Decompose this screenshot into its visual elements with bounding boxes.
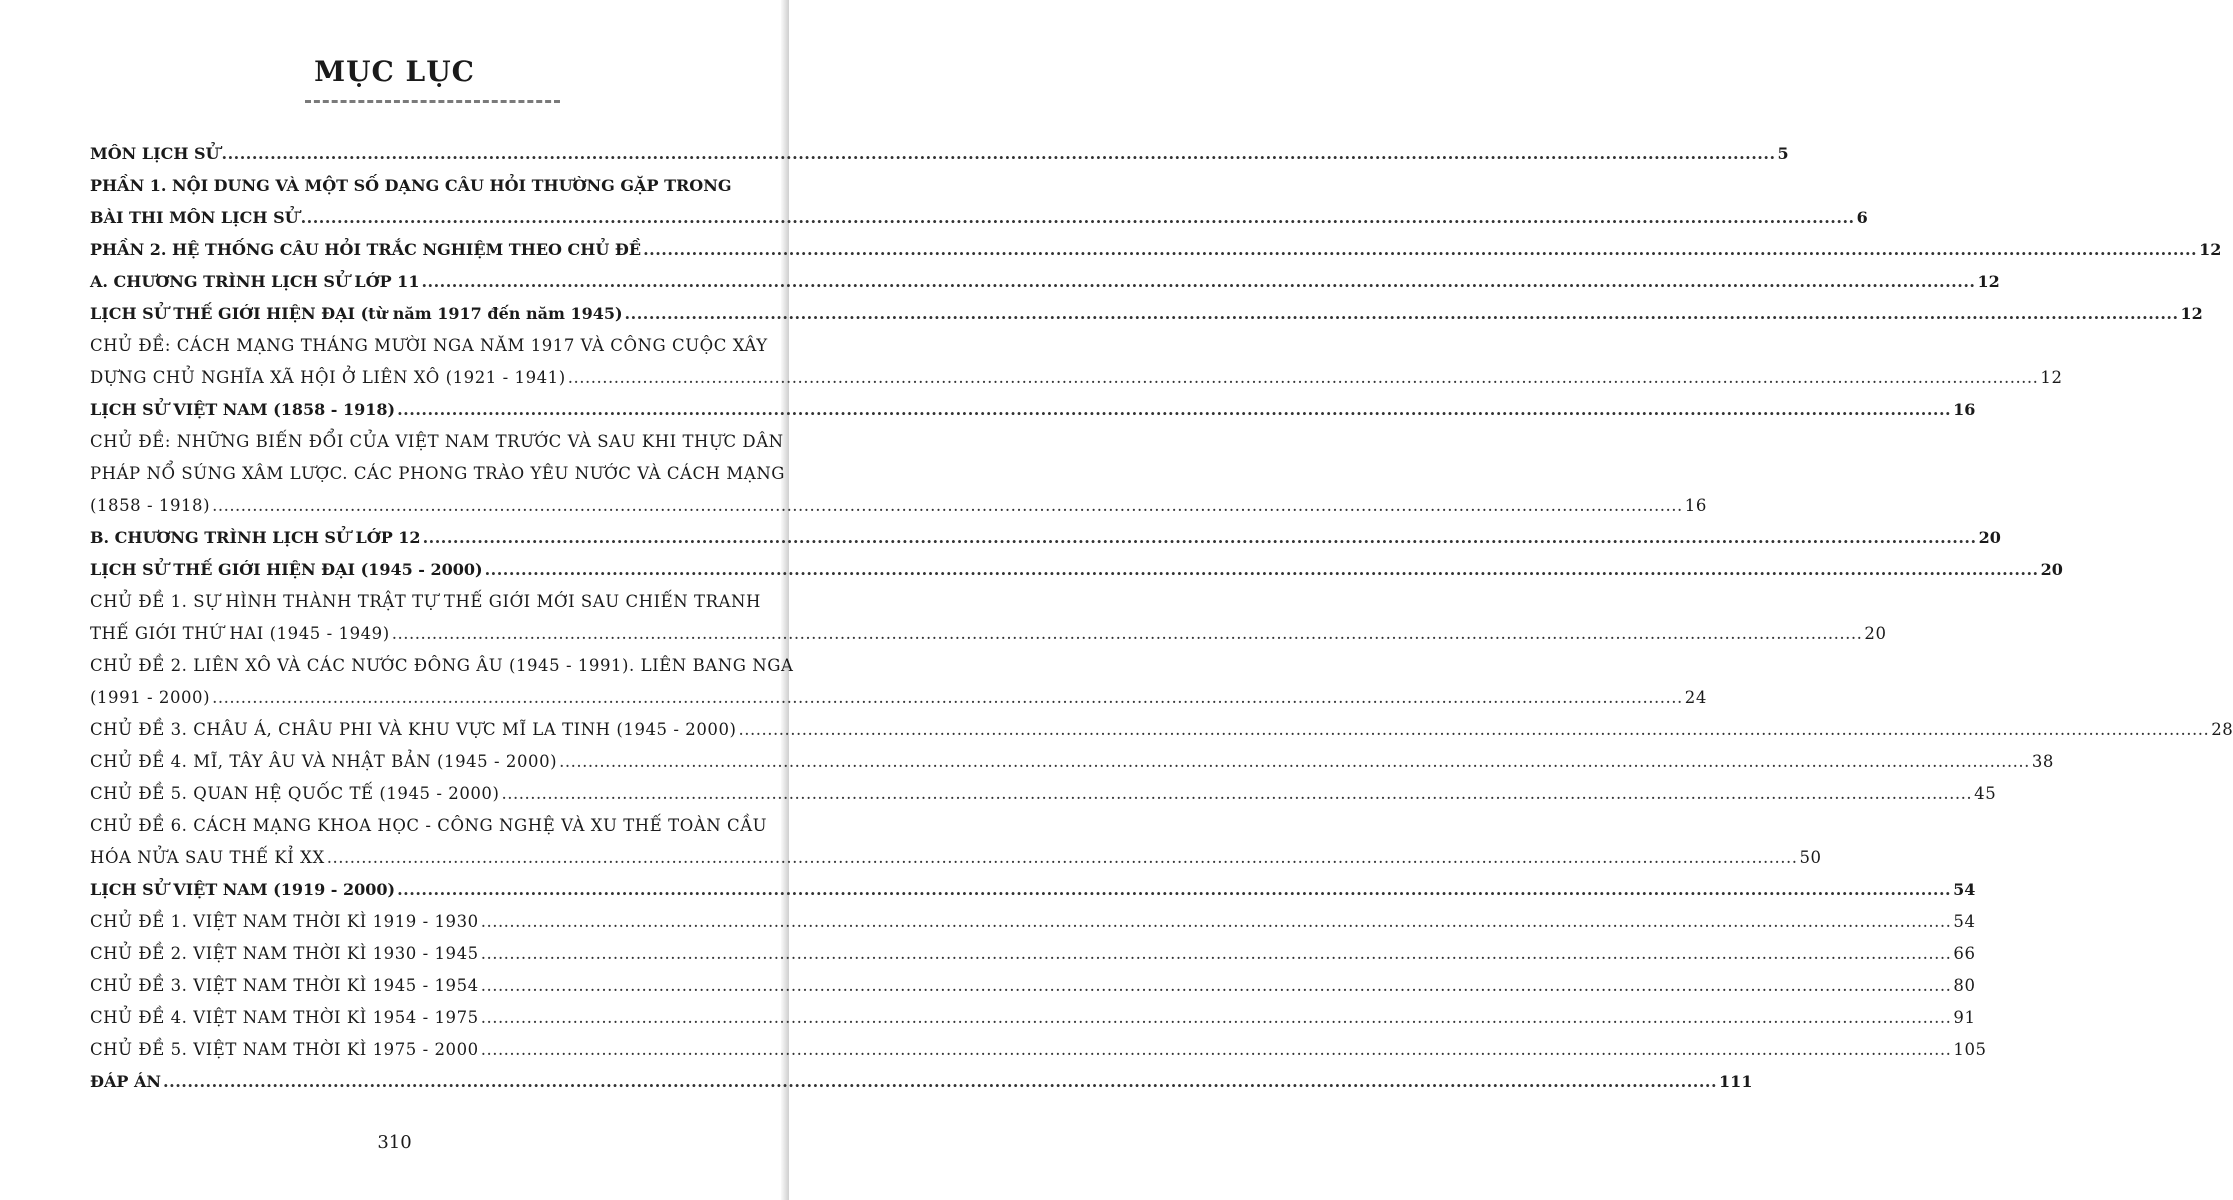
toc-entry-title: CHỦ ĐỀ 5. QUAN HỆ QUỐC TẾ (1945 - 2000) <box>90 784 500 803</box>
toc-entry <box>90 426 784 458</box>
toc-leader-dots <box>481 1034 1952 1066</box>
toc-entry-title: CHỦ ĐỀ: CÁCH MẠNG THÁNG MƯỜI NGA NĂM 1917 VÀ CÔNG CUỘC XÂY <box>90 336 768 355</box>
toc-leader-dots <box>397 874 1951 906</box>
toc-entry-page: 50 <box>1799 848 1822 867</box>
toc-leader-dots <box>301 202 1855 234</box>
toc-leader-dots <box>625 298 2179 330</box>
toc-entry-title: CHỦ ĐỀ 2. VIỆT NAM THỜI KÌ 1930 - 1945 <box>90 944 479 963</box>
toc-entry-page: 20 <box>1864 624 1887 643</box>
toc-entry-title: LỊCH SỬ VIỆT NAM (1919 - 2000) <box>90 880 396 899</box>
toc-leader-dots <box>501 778 1972 810</box>
toc-leader-dots <box>559 746 2030 778</box>
toc-entry-page: 16 <box>1953 400 1976 419</box>
toc-entry-title: BÀI THI MÔN LỊCH SỬ <box>90 208 299 227</box>
toc-entry <box>90 874 1976 906</box>
toc-entry <box>90 1002 1976 1034</box>
toc-leader-dots <box>327 842 1798 874</box>
toc-entry-title: A. CHƯƠNG TRÌNH LỊCH SỬ LỚP 11 <box>90 272 420 291</box>
toc-leader-dots <box>212 682 1683 714</box>
toc-entry-title: LỊCH SỬ VIỆT NAM (1858 - 1918) <box>90 400 396 419</box>
title-dashed-rule <box>305 100 560 103</box>
table-of-contents <box>90 138 2233 1098</box>
toc-entry-title: MÔN LỊCH SỬ <box>90 144 220 163</box>
toc-entry-page: 111 <box>1719 1072 1753 1091</box>
toc-leader-dots <box>481 938 1952 970</box>
toc-entry-title: CHỦ ĐỀ: NHỮNG BIẾN ĐỔI CỦA VIỆT NAM TRƯỚC VÀ SAU KHI THỰC DÂN <box>90 432 784 451</box>
toc-entry-title: (1991 - 2000) <box>90 688 211 707</box>
toc-entry <box>90 554 2063 586</box>
toc-entry-page: 45 <box>1974 784 1997 803</box>
toc-entry-title: ĐÁP ÁN <box>90 1072 162 1091</box>
toc-entry <box>90 522 2001 554</box>
toc-leader-dots <box>222 138 1776 170</box>
toc-entry-title: CHỦ ĐỀ 3. CHÂU Á, CHÂU PHI VÀ KHU VỰC MĨ LA TINH (1945 - 2000) <box>90 720 737 739</box>
toc-entry-title: CHỦ ĐỀ 3. VIỆT NAM THỜI KÌ 1945 - 1954 <box>90 976 479 995</box>
toc-entry-title: DỰNG CHỦ NGHĨA XÃ HỘI Ở LIÊN XÔ (1921 - 1941) <box>90 368 566 387</box>
toc-entry-title: HÓA NỬA SAU THẾ KỈ XX <box>90 848 325 867</box>
toc-entry <box>90 810 776 842</box>
toc-entry-page: 12 <box>1977 272 2000 291</box>
toc-entry <box>90 650 794 682</box>
toc-entry <box>90 938 1976 970</box>
toc-entry-page: 12 <box>2180 304 2203 323</box>
toc-entry-title: CHỦ ĐỀ 4. VIỆT NAM THỜI KÌ 1954 - 1975 <box>90 1008 479 1027</box>
toc-entry-title: THẾ GIỚI THỨ HAI (1945 - 1949) <box>90 624 390 643</box>
toc-entry-page: 12 <box>2199 240 2222 259</box>
toc-entry <box>90 266 2000 298</box>
toc-entry-page: 12 <box>2040 368 2063 387</box>
toc-entry-page: 16 <box>1684 496 1707 515</box>
toc-leader-dots <box>163 1066 1717 1098</box>
toc-entry-title: CHỦ ĐỀ 4. MĨ, TÂY ÂU VÀ NHẬT BẢN (1945 - 2000) <box>90 752 558 771</box>
toc-entry <box>90 970 1976 1002</box>
toc-leader-dots <box>481 1002 1952 1034</box>
toc-entry-page: 91 <box>1953 1008 1976 1027</box>
toc-leader-dots <box>481 970 1952 1002</box>
toc-entry <box>90 714 2233 746</box>
toc-entry <box>90 330 776 362</box>
toc-entry-page: 28 <box>2211 720 2233 739</box>
toc-entry-title: CHỦ ĐỀ 2. LIÊN XÔ VÀ CÁC NƯỚC ĐÔNG ÂU (1945 - 1991). LIÊN BANG NGA <box>90 656 794 675</box>
toc-entry <box>90 490 1707 522</box>
toc-entry <box>90 170 776 202</box>
toc-entry <box>90 682 1707 714</box>
toc-entry-page: 20 <box>2040 560 2063 579</box>
toc-leader-dots <box>568 362 2039 394</box>
toc-entry-page: 20 <box>1978 528 2001 547</box>
toc-entry <box>90 778 1997 810</box>
toc-entry <box>90 298 2203 330</box>
toc-entry-title: LỊCH SỬ THẾ GIỚI HIỆN ĐẠI (1945 - 2000) <box>90 560 483 579</box>
toc-leader-dots <box>392 618 1863 650</box>
toc-entry <box>90 618 1887 650</box>
toc-entry-page: 54 <box>1953 912 1976 931</box>
toc-leader-dots <box>481 906 1952 938</box>
toc-entry-page: 80 <box>1953 976 1976 995</box>
toc-entry-page: 66 <box>1953 944 1976 963</box>
toc-entry-page: 24 <box>1684 688 1707 707</box>
toc-entry-page: 38 <box>2031 752 2054 771</box>
toc-entry <box>90 1066 1753 1098</box>
toc-leader-dots <box>212 490 1683 522</box>
toc-entry-title: CHỦ ĐỀ 1. VIỆT NAM THỜI KÌ 1919 - 1930 <box>90 912 479 931</box>
toc-entry-page: 54 <box>1953 880 1976 899</box>
toc-entry-title: PHẦN 1. NỘI DUNG VÀ MỘT SỐ DẠNG CÂU HỎI THƯỜNG GẶP TRONG <box>90 176 732 195</box>
toc-entry-title: CHỦ ĐỀ 5. VIỆT NAM THỜI KÌ 1975 - 2000 <box>90 1040 479 1059</box>
toc-entry <box>90 202 1868 234</box>
toc-leader-dots <box>643 234 2197 266</box>
toc-entry-title: (1858 - 1918) <box>90 496 211 515</box>
toc-entry <box>90 234 2222 266</box>
toc-entry-title: CHỦ ĐỀ 1. SỰ HÌNH THÀNH TRẬT TỰ THẾ GIỚI MỚI SAU CHIẾN TRANH <box>90 592 761 611</box>
toc-entry-title: LỊCH SỬ THẾ GIỚI HIỆN ĐẠI (từ năm 1917 đến năm 1945) <box>90 304 623 323</box>
toc-entry-page: 105 <box>1953 1040 1987 1059</box>
toc-entry <box>90 138 1789 170</box>
toc-leader-dots <box>421 266 1975 298</box>
toc-entry-title: PHÁP NỔ SÚNG XÂM LƯỢC. CÁC PHONG TRÀO YÊU NƯỚC VÀ CÁCH MẠNG <box>90 464 786 483</box>
toc-entry <box>90 842 1822 874</box>
toc-leader-dots <box>739 714 2210 746</box>
toc-entry-title: PHẦN 2. HỆ THỐNG CÂU HỎI TRẮC NGHIỆM THEO CHỦ ĐỀ <box>90 240 642 259</box>
page-number: 310 <box>377 1132 412 1153</box>
toc-entry <box>90 362 2063 394</box>
toc-entry <box>90 458 786 490</box>
toc-leader-dots <box>397 394 1951 426</box>
toc-entry-title: B. CHƯƠNG TRÌNH LỊCH SỬ LỚP 12 <box>90 528 421 547</box>
toc-entry <box>90 746 2054 778</box>
toc-entry <box>90 1034 1987 1066</box>
toc-entry <box>90 906 1976 938</box>
toc-entry-page: 6 <box>1856 208 1868 227</box>
toc-leader-dots <box>485 554 2039 586</box>
page-title: MỤC LỤC <box>314 55 475 88</box>
toc-entry <box>90 394 1976 426</box>
toc-entry-title: CHỦ ĐỀ 6. CÁCH MẠNG KHOA HỌC - CÔNG NGHỆ VÀ XU THẾ TOÀN CẦU <box>90 816 768 835</box>
toc-entry-page: 5 <box>1777 144 1789 163</box>
toc-entry <box>90 586 776 618</box>
toc-leader-dots <box>423 522 1977 554</box>
